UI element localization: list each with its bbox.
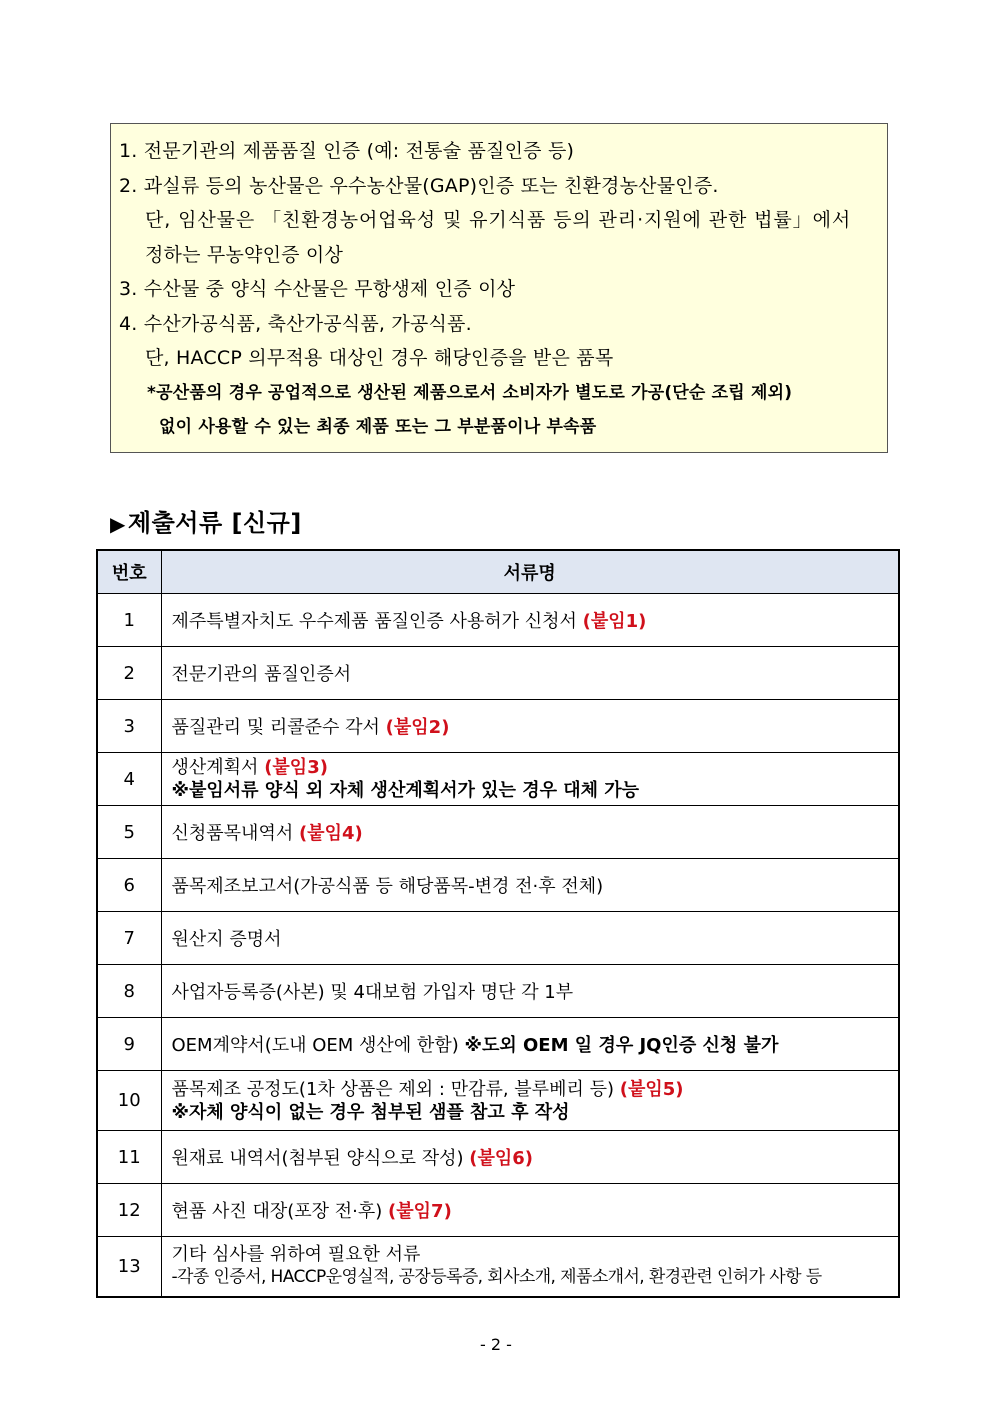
attachment-label: (붙임7) xyxy=(388,1201,452,1222)
table-row xyxy=(97,912,899,965)
attachment-label: (붙임2) xyxy=(385,717,450,738)
criteria-line-3: 3. 수산물 중 양식 수산물은 무항생제 인증 이상 xyxy=(119,278,516,300)
document-subtext: -각종 인증서, HACCP운영실적, 공장등록증, 회사소개, 제품소개서, 환경관련 인허가 사항 등 xyxy=(171,1267,822,1288)
table-row xyxy=(97,859,899,912)
document-note: ※붙임서류 양식 외 자체 생산계획서가 있는 경우 대체 가능 xyxy=(171,780,640,801)
row-number: 10 xyxy=(97,1071,161,1131)
document-name xyxy=(161,1071,899,1131)
row-number: 7 xyxy=(97,912,161,965)
document-name xyxy=(161,1018,899,1071)
row-number: 8 xyxy=(97,965,161,1018)
document-name xyxy=(161,700,899,753)
row-number: 3 xyxy=(97,700,161,753)
row-number: 12 xyxy=(97,1184,161,1237)
table-row xyxy=(97,1184,899,1237)
table-row xyxy=(97,594,899,647)
triangle-marker-icon: ▶ xyxy=(110,512,126,536)
row-number: 4 xyxy=(97,753,161,806)
table-row xyxy=(97,1018,899,1071)
criteria-line-4: 4. 수산가공식품, 축산가공식품, 가공식품. xyxy=(119,312,472,335)
table-row xyxy=(97,806,899,859)
document-text: 제주특별자치도 우수제품 품질인증 사용허가 신청서 xyxy=(171,611,577,632)
page-number: - 2 - xyxy=(480,1335,512,1354)
row-number: 1 xyxy=(97,594,161,647)
table-row xyxy=(97,700,899,753)
table-row xyxy=(97,1131,899,1184)
document-name xyxy=(161,806,899,859)
criteria-line-2-cont2: 정하는 무농약인증 이상 xyxy=(145,243,344,266)
document-text: 생산계획서 xyxy=(171,757,259,778)
document-name xyxy=(161,1184,899,1237)
document-text: 원산지 증명서 xyxy=(171,929,282,950)
document-text: 품목제조보고서(가공식품 등 해당품목-변경 전·후 전체) xyxy=(171,876,604,897)
table-row xyxy=(97,753,899,806)
row-number: 9 xyxy=(97,1018,161,1071)
document-text: 전문기관의 품질인증서 xyxy=(171,664,352,685)
document-note: ※자체 양식이 없는 경우 첨부된 샘플 참고 후 작성 xyxy=(171,1101,570,1123)
attachment-label: (붙임4) xyxy=(298,823,363,844)
document-text: OEM계약서(도내 OEM 생산에 한함) xyxy=(171,1035,459,1056)
document-text: 품목제조 공정도(1차 상품은 제외 : 만감류, 블루베리 등) xyxy=(171,1078,614,1100)
section-title xyxy=(110,503,302,538)
criteria-line-2-cont: 단, 임산물은 「친환경농어업육성 및 유기식품 등의 관리·지원에 관한 법률」에서 xyxy=(145,209,852,231)
header-document-name: 서류명 xyxy=(161,550,899,594)
document-text: 사업자등록증(사본) 및 4대보험 가입자 명단 각 1부 xyxy=(171,982,574,1003)
row-number: 13 xyxy=(97,1237,161,1297)
attachment-label: (붙임1) xyxy=(582,611,647,632)
document-name xyxy=(161,647,899,700)
section-title-text: 제출서류 [신규] xyxy=(127,509,302,537)
table-header-row xyxy=(97,550,899,594)
industrial-product-note-1: *공산품의 경우 공업적으로 생산된 제품으로서 소비자가 별도로 가공(단순 조립 제외) xyxy=(147,382,793,403)
table-row xyxy=(97,1237,899,1297)
document-name xyxy=(161,912,899,965)
row-number: 5 xyxy=(97,806,161,859)
document-text: 품질관리 및 리콜준수 각서 xyxy=(171,717,380,738)
document-text: 현품 사진 대장(포장 전·후) xyxy=(171,1201,383,1222)
required-documents-table xyxy=(96,549,900,1298)
table-row xyxy=(97,1071,899,1131)
attachment-label: (붙임3) xyxy=(264,757,328,778)
document-name xyxy=(161,965,899,1018)
industrial-product-note-2: 없이 사용할 수 있는 최종 제품 또는 그 부분품이나 부속품 xyxy=(159,416,597,437)
document-name xyxy=(161,859,899,912)
row-number: 6 xyxy=(97,859,161,912)
document-name xyxy=(161,1131,899,1184)
criteria-line-2: 2. 과실류 등의 농산물은 우수농산물(GAP)인증 또는 친환경농산물인증. xyxy=(119,174,719,197)
attachment-label: (붙임5) xyxy=(619,1078,684,1100)
document-text: 원재료 내역서(첨부된 양식으로 작성) xyxy=(171,1148,464,1169)
table-row xyxy=(97,647,899,700)
document-name xyxy=(161,594,899,647)
header-number: 번호 xyxy=(97,550,161,594)
criteria-line-1: 1. 전문기관의 제품품질 인증 (예: 전통술 품질인증 등) xyxy=(119,140,575,162)
document-note: ※도외 OEM 일 경우 JQ인증 신청 불가 xyxy=(464,1035,779,1056)
document-text: 기타 심사를 위하여 필요한 서류 xyxy=(171,1244,421,1266)
document-name xyxy=(161,753,899,806)
certification-criteria-box xyxy=(110,123,888,453)
criteria-line-4-cont: 단, HACCP 의무적용 대상인 경우 해당인증을 받은 품목 xyxy=(145,347,614,369)
row-number: 11 xyxy=(97,1131,161,1184)
table-row xyxy=(97,965,899,1018)
row-number: 2 xyxy=(97,647,161,700)
document-text: 신청품목내역서 xyxy=(171,823,294,844)
attachment-label: (붙임6) xyxy=(469,1148,534,1169)
document-name xyxy=(161,1237,899,1297)
